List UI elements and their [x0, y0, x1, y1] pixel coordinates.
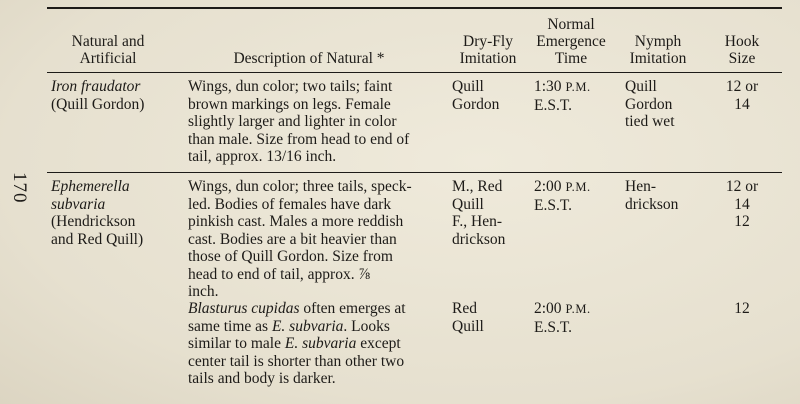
emergence-zone: E.S.T.: [534, 196, 573, 214]
row1-hook: [712, 78, 772, 113]
description-line: cast. Bodies are a bit heavier than: [188, 230, 397, 248]
header-text: Natural and: [71, 33, 145, 50]
dry-fly-line: Quill: [452, 317, 484, 335]
description-line: Wings, dun color; three tails, speck-: [188, 178, 412, 195]
hook-line: 12: [734, 213, 750, 230]
emergence-time: 2:00: [534, 178, 562, 195]
row3-emergence: [534, 300, 591, 336]
header-text: Description of Natural *: [233, 50, 385, 67]
dry-fly-line: Quill: [452, 78, 484, 95]
table-header-rule: [47, 72, 782, 73]
hook-line: 14: [734, 195, 750, 213]
description-line: tails and body is darker.: [188, 370, 336, 387]
row2-description: [188, 178, 412, 301]
species-name: Blasturus cupidas: [188, 300, 300, 317]
header-text: Imitation: [459, 50, 517, 67]
header-text: Nymph: [634, 33, 682, 50]
dry-fly-line: M., Red: [452, 178, 503, 195]
row2-hook: [712, 178, 772, 231]
emergence-period: P.M.: [565, 80, 591, 94]
nymph-line: Quill: [625, 78, 657, 95]
table-row-divider: [47, 172, 782, 173]
description-line: tail, approx. 13/16 inch.: [188, 148, 337, 165]
dry-fly-line: F., Hen-: [452, 213, 502, 230]
description-line: brown markings on legs. Female: [188, 95, 391, 113]
header-text: Size: [728, 50, 756, 67]
row1-nymph: [625, 78, 675, 131]
nymph-line: tied wet: [625, 113, 675, 130]
page-number: 170: [9, 172, 30, 204]
row1-description: [188, 78, 409, 166]
header-natural-and-artificial: [58, 33, 158, 67]
description-line: slightly larger and lighter in color: [188, 113, 397, 130]
dry-fly-line: Gordon: [452, 95, 500, 113]
description-line: similar to male E. subvaria except: [188, 335, 401, 352]
table-top-rule: [47, 7, 782, 9]
artificial-name: (Quill Gordon): [51, 95, 145, 113]
emergence-period: P.M.: [565, 180, 591, 194]
description-line: led. Bodies of females have dark: [188, 195, 392, 213]
row1-emergence: [534, 78, 591, 114]
header-description: [214, 50, 404, 67]
row2-natural: [51, 178, 143, 248]
header-emergence-time: [528, 16, 614, 67]
row3-description: [188, 300, 406, 388]
header-text: Emergence: [536, 33, 606, 50]
description-line: often emerges at: [299, 300, 406, 317]
nymph-line: Gordon: [625, 95, 673, 113]
nymph-line: Hen-: [625, 178, 656, 195]
row1-dry-fly: [452, 78, 499, 113]
row3-dry-fly: [452, 300, 484, 335]
header-text: Normal: [547, 16, 595, 33]
description-line: pinkish cast. Males a more reddish: [188, 213, 404, 230]
header-text: Time: [554, 50, 588, 67]
artificial-name: and Red Quill): [51, 230, 144, 248]
header-text: Artificial: [79, 50, 137, 67]
emergence-zone: E.S.T.: [534, 96, 573, 114]
natural-name: Iron fraudator: [51, 78, 141, 95]
description-line: inch.: [188, 283, 219, 300]
natural-name: subvaria: [51, 195, 106, 213]
hook-line: 12 or: [725, 178, 759, 195]
emergence-period: P.M.: [565, 302, 591, 316]
hook-line: 12 or: [725, 78, 759, 95]
emergence-zone: E.S.T.: [534, 318, 573, 336]
row2-emergence: [534, 178, 591, 214]
header-text: Hook: [724, 33, 760, 50]
dry-fly-line: Quill: [452, 195, 484, 213]
row2-nymph: [625, 178, 678, 213]
description-line: than male. Size from head to end of: [188, 130, 410, 148]
description-line: center tail is shorter than other two: [188, 352, 405, 370]
row3-hook: [712, 300, 772, 318]
description-line: Wings, dun color; two tails; faint: [188, 78, 393, 95]
description-line: those of Quill Gordon. Size from: [188, 248, 393, 265]
description-line: same time as E. subvaria. Looks: [188, 317, 390, 335]
description-line: head to end of tail, approx. ⅞: [188, 265, 371, 283]
nymph-line: drickson: [625, 195, 679, 213]
natural-name: Ephemerella: [51, 178, 130, 195]
row1-natural: [51, 78, 144, 113]
hook-line: 12: [734, 300, 750, 317]
emergence-time: 1:30: [534, 78, 562, 95]
header-text: Dry-Fly: [463, 33, 513, 50]
artificial-name: (Hendrickson: [51, 213, 136, 230]
header-text: Imitation: [629, 50, 687, 67]
dry-fly-line: Red: [452, 300, 477, 317]
header-dry-fly: [448, 33, 528, 67]
header-nymph: [622, 33, 694, 67]
header-hook-size: [712, 33, 772, 67]
dry-fly-line: drickson: [452, 230, 506, 248]
emergence-time: 2:00: [534, 300, 562, 317]
hook-line: 14: [734, 95, 750, 113]
row2-dry-fly: [452, 178, 505, 248]
